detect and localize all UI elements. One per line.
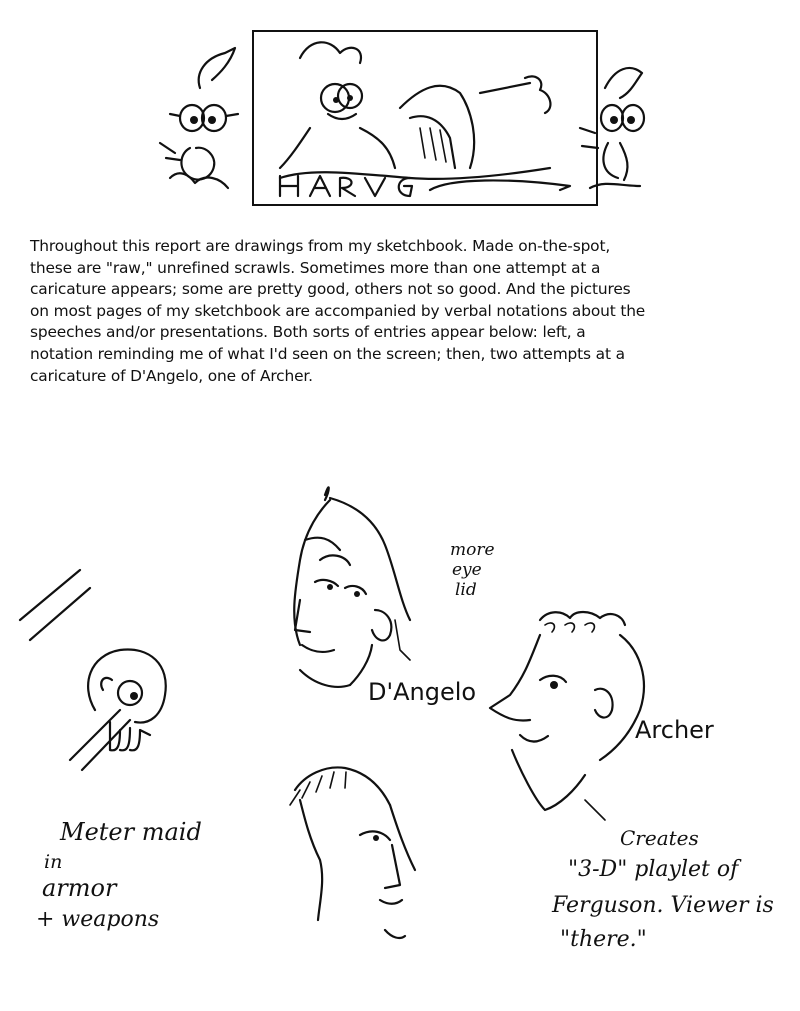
archer-note-line1: Creates [620,826,699,850]
dangelo-second-caricature [290,767,415,938]
archer-label: Archer [635,716,714,744]
sketchbook-drawings [0,460,800,1011]
archer-note-line4: "there." [560,927,647,952]
header-cartoon [150,18,650,218]
dangelo-label: D'Angelo [368,678,477,706]
archer-note-line3: Ferguson. Viewer is [552,893,774,918]
eyelid-note-line3: lid [455,580,477,600]
archer-note-line2: "3-D" playlet of [568,857,739,882]
meter-note-line4: + weapons [36,907,160,932]
logo-jester-drawing [280,42,550,179]
meter-note-line2: in [44,851,63,873]
archer-caricature [490,612,644,820]
right-cartoon-figure [580,68,644,188]
dangelo-caricature [294,487,410,687]
eyelid-note-line2: eye [452,560,482,580]
left-cartoon-figure [160,48,238,188]
skull-sketch [20,570,166,770]
intro-paragraph: Throughout this report are drawings from my sketchbook. Made on-the-spot, these are "raw," unrefined scrawls. Sometimes more than one attempt at a caricature appears; some are pretty good, others not so good. And the pictures on most pages of my sketchbook are accompanied by verbal notations about the speeches and/or presentations. Both sorts of entries appear below: left, a notation reminding me of what I'd seen on the screen; then, two attempts at a caricature of D'Angelo, one of Archer. [30,237,646,385]
meter-note-line1: Meter maid [60,818,202,846]
meter-note-line3: armor [42,874,117,902]
eyelid-note-line1: more [450,540,495,560]
